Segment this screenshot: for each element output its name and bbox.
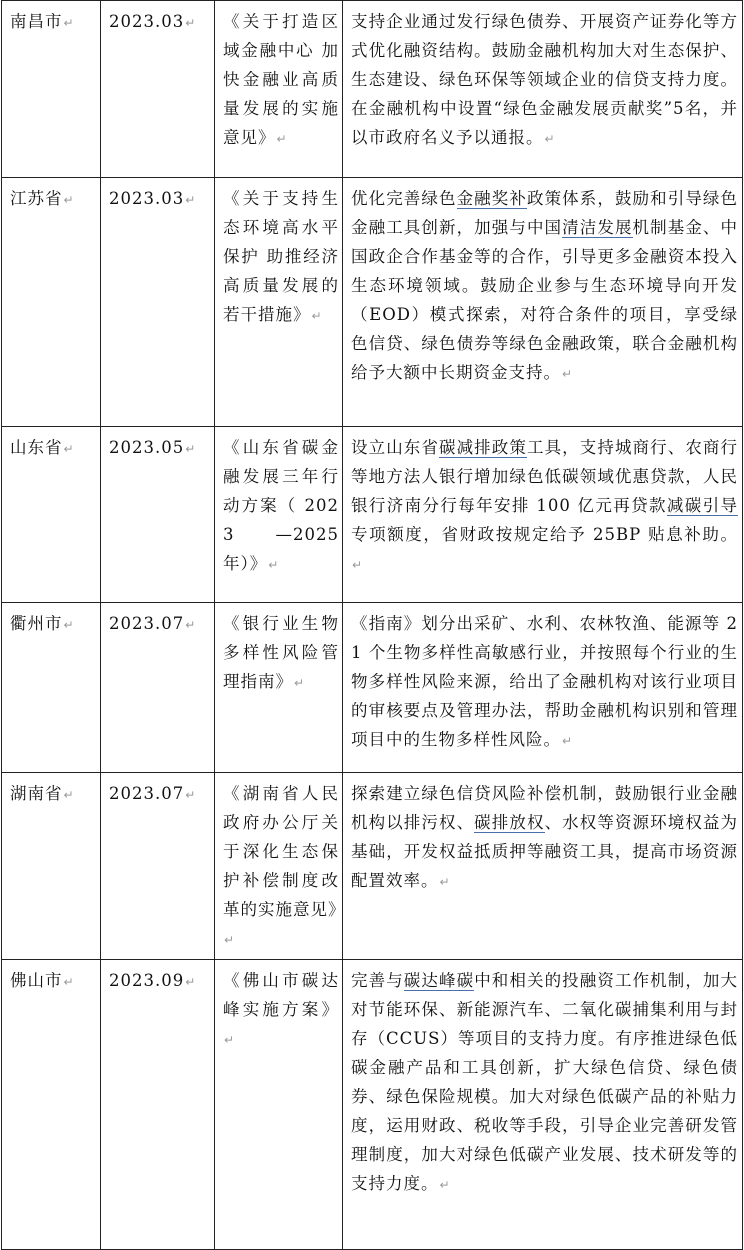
return-mark-icon: ↵: [63, 788, 75, 802]
return-mark-icon: ↵: [562, 734, 574, 748]
return-mark-icon: ↵: [311, 309, 323, 323]
cell-date: [101, 960, 215, 1250]
content-text: 中和相关的投融资工作机制，加大对节能环保、新能源汽车、二氧化碳捕集利用与封存（CCUS）等项目的支持力度。有序推进绿色低碳金融产品和工具创新，扩大绿色信贷、绿色债券、绿色保险规模。加大对绿色低碳产品的补贴力度，运用财政、税收等手段，引导企业完善研发管理制度，加大对绿色低碳产业发展、技术研发等的支持力度。: [351, 971, 739, 1193]
return-mark-icon: ↵: [544, 132, 556, 146]
return-mark-icon: ↵: [352, 558, 364, 572]
return-mark-icon: ↵: [439, 875, 451, 889]
date-text: 2023.03: [109, 12, 185, 31]
policy-table-body: [2, 1, 743, 1250]
return-mark-icon: ↵: [224, 933, 236, 947]
return-mark-icon: ↵: [439, 1178, 451, 1192]
content-text: 机制基金、中国政企合作基金等的合作，引导更多金融资本投入生态环境领域。鼓励企业参与生态环境导向开发（EOD）模式探索，对符合条件的项目，享受绿色信贷、绿色债券等绿色金融政策，联合金融机构给予大额中长期资金支持。: [351, 218, 739, 382]
return-mark-icon: ↵: [562, 367, 574, 381]
return-mark-icon: ↵: [185, 975, 197, 989]
return-mark-icon: ↵: [63, 442, 75, 456]
table-row: [2, 427, 743, 603]
return-mark-icon: ↵: [268, 558, 280, 572]
content-text: 探索建立绿色信贷风险补偿机制，鼓励银行业金融机构以排污权、: [351, 784, 738, 832]
policy-title-text: 《湖南省人民政府办公厅关于深化生态保护补偿制度改革的实施意见》: [223, 784, 346, 919]
content-text: 《指南》划分出采矿、水利、农林牧渔、能源等 21 个生物多样性高敏感行业，并按照每个行业的生物多样性风险来源，给出了金融机构对该行业项目的审核要点及管理办法，帮助金融机构识别和管理项目中的生物多样性风险。: [351, 614, 738, 749]
content-text: 支持企业通过发行绿色债券、开展资产证券化等方式优化融资结构。鼓励金融机构加大对生态保护、生态建设、绿色环保等领域企业的信贷支持力度。在金融机构中设置“绿色金融发展贡献奖”5名，并以市政府名义予以通报。: [351, 12, 738, 147]
table-row: [2, 178, 743, 427]
underlined-term: 碳达峰碳: [403, 971, 475, 990]
cell-region: [2, 178, 101, 427]
cell-policy-title: [215, 603, 343, 773]
region-text: 佛山市: [10, 971, 63, 990]
table-row: [2, 1, 743, 178]
return-mark-icon: ↵: [63, 975, 75, 989]
return-mark-icon: ↵: [185, 788, 197, 802]
cell-policy-title: [215, 773, 346, 960]
return-mark-icon: ↵: [63, 16, 75, 30]
content-text: 政策体系，鼓励和引导绿色金融工具创新，加强与中国: [351, 189, 739, 237]
region-text: 湖南省: [10, 784, 63, 803]
cell-policy-content: [343, 178, 743, 427]
table-row: [2, 960, 743, 1250]
return-mark-icon: ↵: [224, 1033, 236, 1047]
region-text: 山东省: [10, 438, 63, 457]
content-text: 工具，支持城商行、农商行等地方法人银行增加绿色低碳领域优惠贷款，人民银行济南分行每年安排 100 亿元再贷款: [351, 438, 739, 515]
policy-table: [1, 0, 743, 1250]
cell-policy-content: [343, 960, 743, 1250]
table-row: [2, 603, 743, 773]
date-text: 2023.09: [109, 971, 185, 990]
cell-date: [101, 427, 215, 603]
date-text: 2023.07: [109, 784, 185, 803]
cell-date: [101, 773, 215, 960]
cell-region: [2, 960, 101, 1250]
cell-region: [2, 1, 101, 178]
cell-date: [101, 1, 215, 178]
return-mark-icon: ↵: [185, 442, 197, 456]
underlined-term: 碳排放权: [474, 813, 545, 832]
content-text: 完善与: [351, 971, 404, 990]
cell-policy-title: [215, 1, 343, 178]
return-mark-icon: ↵: [185, 16, 197, 30]
table-row: [2, 773, 743, 960]
policy-title-text: 《佛山市碳达峰实施方案》: [223, 971, 339, 1019]
cell-policy-content: [343, 773, 743, 960]
content-text: 、水权等资源环境权益为基础，开发权益抵质押等融资工具，提高市场资源配置效率。: [351, 813, 739, 890]
underlined-term: 清洁发展: [562, 218, 633, 237]
underlined-term: 金融奖补: [456, 189, 527, 208]
cell-date: [101, 178, 215, 427]
return-mark-icon: ↵: [276, 132, 288, 146]
content-text: 专项额度，省财政按规定给予 25BP 贴息补助。: [351, 525, 738, 544]
underlined-term: 减碳引导: [666, 496, 739, 515]
policy-title-text: 《银行业生物多样性风险管理指南》: [223, 614, 339, 691]
return-mark-icon: ↵: [185, 618, 197, 632]
content-text: 设立山东省: [351, 438, 439, 457]
content-text: 优化完善绿色: [351, 189, 457, 208]
cell-policy-title: [215, 427, 343, 603]
return-mark-icon: ↵: [63, 618, 75, 632]
policy-title-text: 《山东省碳金融发展三年行动方案（ 2023 —2025年）》: [223, 438, 339, 573]
policy-title-text: 《关于打造区域金融中心 加快金融业高质量发展的实施意见》: [223, 12, 339, 147]
region-text: 江苏省: [10, 189, 63, 208]
return-mark-icon: ↵: [294, 676, 306, 690]
region-text: 南昌市: [10, 12, 63, 31]
cell-region: [2, 603, 101, 773]
cell-region: [2, 427, 101, 603]
cell-date: [101, 603, 215, 773]
date-text: 2023.03: [109, 189, 185, 208]
date-text: 2023.07: [109, 614, 185, 633]
return-mark-icon: ↵: [63, 193, 75, 207]
cell-policy-title: [215, 960, 343, 1250]
cell-policy-content: [343, 603, 743, 773]
region-text: 衢州市: [10, 614, 63, 633]
cell-region: [2, 773, 101, 960]
cell-policy-content: [343, 1, 743, 178]
return-mark-icon: ↵: [185, 193, 197, 207]
underlined-term: 碳减排政策: [438, 438, 527, 457]
cell-policy-title: [215, 178, 343, 427]
cell-policy-content: [343, 427, 743, 603]
date-text: 2023.05: [109, 438, 185, 457]
policy-title-text: 《关于支持生态环境高水平保护 助推经济高质量发展的若干措施》: [223, 189, 339, 324]
